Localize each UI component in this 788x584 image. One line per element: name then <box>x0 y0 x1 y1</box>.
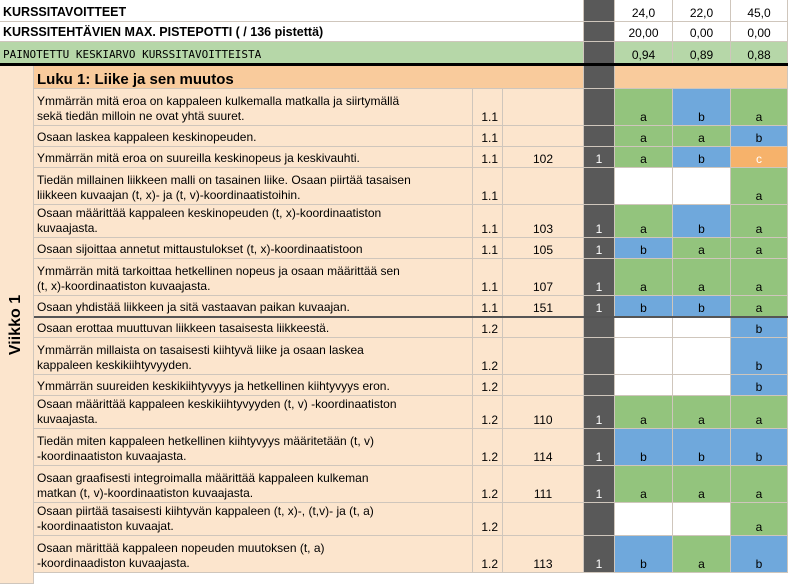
task-count[interactable]: 1 <box>584 238 615 259</box>
task-count[interactable] <box>584 317 615 338</box>
objective-description[interactable] <box>34 205 473 238</box>
objective-line: -koordinaatiston kuvaajat. <box>37 519 174 533</box>
section-number[interactable]: 1.1 <box>473 89 503 126</box>
week-label-text: Viikko 1 <box>7 294 25 355</box>
grade-cell[interactable]: a <box>731 205 788 238</box>
grade-cell[interactable] <box>615 503 673 536</box>
chapter-grade-header[interactable] <box>615 66 788 89</box>
task-count[interactable]: 1 <box>584 536 615 573</box>
header-row2-value[interactable]: 0,00 <box>731 22 788 42</box>
objective-line: Osaan märittää kappaleen nopeuden muutoksen (t, a) <box>37 541 325 555</box>
grade-cell[interactable]: c <box>731 147 788 168</box>
grade-cell[interactable] <box>615 338 673 375</box>
header-row3-spacer[interactable] <box>584 42 615 64</box>
grade-cell[interactable]: b <box>615 296 673 317</box>
objective-description[interactable] <box>34 126 473 147</box>
task-number[interactable] <box>503 338 584 375</box>
task-number[interactable]: 110 <box>503 396 584 429</box>
objective-line: Ymmärrän millaista on tasaisesti kiihtyvä liike ja osaan laskea <box>37 343 364 357</box>
task-number[interactable] <box>503 317 584 338</box>
grade-cell[interactable] <box>615 168 673 205</box>
objective-line: Ymmärrän mitä eroa on kappaleen kulkemalla matkalla ja siirtymällä <box>37 94 400 108</box>
task-number[interactable]: 114 <box>503 429 584 466</box>
task-count[interactable]: 1 <box>584 296 615 317</box>
grade-cell[interactable]: a <box>731 466 788 503</box>
header-row2-value[interactable]: 0,00 <box>673 22 731 42</box>
grade-cell[interactable] <box>673 503 731 536</box>
header-row1-label[interactable]: KURSSITAVOITTEET <box>0 0 584 22</box>
objective-line: liikkeen kuvaajan (t, x)- ja (t, v)-koordinaatistoihin. <box>37 188 301 202</box>
objective-line: -koordinaatiston kuvaajasta. <box>37 449 187 463</box>
objective-line: Osaan määrittää kappaleen keskikiihtyvyyden (t, v) -koordinaatiston <box>37 397 397 411</box>
header-row3-label[interactable]: PAINOTETTU KESKIARVO KURSSITAVOITTEISTA <box>0 42 584 64</box>
grade-cell[interactable]: b <box>673 205 731 238</box>
task-count[interactable] <box>584 503 615 536</box>
section-number[interactable]: 1.2 <box>473 503 503 536</box>
grade-cell[interactable] <box>615 317 673 338</box>
objective-description[interactable] <box>34 396 473 429</box>
objective-line: sekä tiedän milloin ne ovat yhtä suuret. <box>37 109 245 123</box>
objective-description[interactable] <box>34 429 473 466</box>
objective-line: -koordinaadiston kuvaajasta. <box>37 556 190 570</box>
task-number[interactable]: 113 <box>503 536 584 573</box>
task-count[interactable]: 1 <box>584 259 615 296</box>
grade-cell[interactable]: b <box>731 429 788 466</box>
section-number[interactable]: 1.1 <box>473 168 503 205</box>
grade-cell[interactable]: a <box>615 466 673 503</box>
header-row1-spacer[interactable] <box>584 0 615 22</box>
objective-description[interactable] <box>34 147 473 168</box>
chapter-title[interactable]: Luku 1: Liike ja sen muutos <box>34 66 584 89</box>
objective-line: Ymmärrän mitä eroa on suureilla keskinopeus ja keskivauhti. <box>37 151 360 165</box>
objective-line: Ymmärrän mitä tarkoittaa hetkellinen nopeus ja osaan määrittää sen <box>37 264 400 278</box>
objective-line: Osaan erottaa muuttuvan liikkeen tasaisesta liikkeestä. <box>37 321 330 335</box>
section-number[interactable]: 1.2 <box>473 375 503 396</box>
task-count[interactable]: 1 <box>584 396 615 429</box>
grade-cell[interactable]: b <box>731 126 788 147</box>
grade-cell[interactable]: a <box>615 259 673 296</box>
grade-cell[interactable]: a <box>673 238 731 259</box>
objective-line: Osaan määrittää kappaleen keskinopeuden (t, x)-koordinaatiston <box>37 206 382 220</box>
section-number[interactable]: 1.1 <box>473 259 503 296</box>
task-count[interactable]: 1 <box>584 429 615 466</box>
objective-line: kuvaajasta. <box>37 221 98 235</box>
section-number[interactable]: 1.2 <box>473 317 503 338</box>
grade-cell[interactable]: b <box>673 147 731 168</box>
header-row1-value[interactable]: 24,0 <box>615 0 673 22</box>
header-row3-value[interactable]: 0,94 <box>615 42 673 64</box>
objective-description[interactable] <box>34 466 473 503</box>
objective-description[interactable] <box>34 238 473 259</box>
task-number[interactable] <box>503 168 584 205</box>
grade-cell[interactable]: a <box>673 466 731 503</box>
grade-cell[interactable] <box>673 317 731 338</box>
grade-cell[interactable]: b <box>731 338 788 375</box>
grade-cell[interactable]: a <box>731 396 788 429</box>
grade-cell[interactable]: b <box>615 429 673 466</box>
grade-cell[interactable] <box>673 168 731 205</box>
task-count[interactable] <box>584 126 615 147</box>
grade-cell[interactable]: a <box>731 296 788 317</box>
objective-description[interactable] <box>34 259 473 296</box>
objective-line: Osaan piirtää tasaisesti kiihtyvän kappaleen (t, x)-, (t,v)- ja (t, a) <box>37 504 374 518</box>
header-row3-value[interactable]: 0,88 <box>731 42 788 64</box>
objective-line: kappaleen keskikiihtyvyyden. <box>37 358 192 372</box>
header-row1-value[interactable]: 22,0 <box>673 0 731 22</box>
task-number[interactable] <box>503 126 584 147</box>
grade-cell[interactable]: a <box>615 89 673 126</box>
task-number[interactable]: 151 <box>503 296 584 317</box>
section-number[interactable]: 1.1 <box>473 205 503 238</box>
section-divider <box>34 316 788 318</box>
grade-cell[interactable]: a <box>673 126 731 147</box>
grade-cell[interactable] <box>673 338 731 375</box>
objective-line: Osaan laskea kappaleen keskinopeuden. <box>37 130 257 144</box>
grade-cell[interactable]: b <box>673 89 731 126</box>
section-number[interactable]: 1.2 <box>473 396 503 429</box>
grade-cell[interactable]: b <box>731 317 788 338</box>
week-label[interactable] <box>0 66 34 584</box>
objective-description[interactable] <box>34 89 473 126</box>
task-number[interactable]: 103 <box>503 205 584 238</box>
section-number[interactable]: 1.2 <box>473 429 503 466</box>
grade-cell[interactable]: b <box>731 536 788 573</box>
header-row2-label[interactable]: KURSSITEHTÄVIEN MAX. PISTEPOTTI ( / 136 pistettä) <box>0 22 584 42</box>
objective-description[interactable] <box>34 375 473 396</box>
objective-line: kuvaajasta. <box>37 412 98 426</box>
section-number[interactable]: 1.1 <box>473 126 503 147</box>
section-number[interactable]: 1.2 <box>473 338 503 375</box>
grade-cell[interactable]: a <box>731 89 788 126</box>
grade-cell[interactable]: a <box>615 147 673 168</box>
section-number[interactable]: 1.1 <box>473 147 503 168</box>
objective-line: Osaan yhdistää liikkeen ja sitä vastaavan paikan kuvaajan. <box>37 300 350 314</box>
task-count[interactable]: 1 <box>584 205 615 238</box>
grade-cell[interactable]: a <box>615 126 673 147</box>
grade-cell[interactable]: b <box>615 536 673 573</box>
grade-cell[interactable]: a <box>731 168 788 205</box>
objective-line: matkan (t, v)-koordinaatiston kuvaajasta. <box>37 486 254 500</box>
header-row1-value[interactable]: 45,0 <box>731 0 788 22</box>
objective-description[interactable] <box>34 296 473 317</box>
task-count[interactable] <box>584 89 615 126</box>
section-number[interactable]: 1.1 <box>473 296 503 317</box>
grade-cell[interactable]: a <box>615 396 673 429</box>
objective-line: Ymmärrän suureiden keskikiihtyvyys ja hetkellinen kiihtyvyys eron. <box>37 379 390 393</box>
grade-cell[interactable]: b <box>615 238 673 259</box>
task-number[interactable]: 102 <box>503 147 584 168</box>
objective-description[interactable] <box>34 338 473 375</box>
task-count[interactable] <box>584 375 615 396</box>
task-count[interactable]: 1 <box>584 466 615 503</box>
objective-description[interactable] <box>34 168 473 205</box>
grade-cell[interactable]: b <box>731 375 788 396</box>
grade-cell[interactable]: b <box>673 296 731 317</box>
task-count[interactable] <box>584 168 615 205</box>
grade-cell[interactable] <box>673 375 731 396</box>
header-row2-value[interactable]: 20,00 <box>615 22 673 42</box>
grade-cell[interactable]: a <box>731 238 788 259</box>
grade-cell[interactable]: a <box>731 259 788 296</box>
header-row2-spacer[interactable] <box>584 22 615 42</box>
chapter-spacer[interactable] <box>584 66 615 89</box>
grade-cell[interactable]: a <box>731 503 788 536</box>
grade-cell[interactable]: a <box>673 396 731 429</box>
grade-cell[interactable]: b <box>673 429 731 466</box>
objective-line: (t, x)-koordinaatiston kuvaajasta. <box>37 279 211 293</box>
task-count[interactable]: 1 <box>584 147 615 168</box>
objective-description[interactable] <box>34 536 473 573</box>
objective-description[interactable] <box>34 317 473 338</box>
grade-cell[interactable]: a <box>673 259 731 296</box>
section-number[interactable]: 1.1 <box>473 238 503 259</box>
section-number[interactable]: 1.2 <box>473 466 503 503</box>
grade-cell[interactable]: a <box>673 536 731 573</box>
objective-description[interactable] <box>34 503 473 536</box>
grade-cell[interactable]: a <box>615 205 673 238</box>
task-number[interactable]: 107 <box>503 259 584 296</box>
header-row3-value[interactable]: 0,89 <box>673 42 731 64</box>
task-number[interactable] <box>503 375 584 396</box>
task-number[interactable] <box>503 503 584 536</box>
objective-line: Osaan graafisesti integroimalla määrittää kappaleen kulkeman <box>37 471 369 485</box>
section-number[interactable]: 1.2 <box>473 536 503 573</box>
objective-line: Tiedän millainen liikkeen malli on tasainen liike. Osaan piirtää tasaisen <box>37 173 411 187</box>
task-count[interactable] <box>584 338 615 375</box>
task-number[interactable] <box>503 89 584 126</box>
task-number[interactable]: 111 <box>503 466 584 503</box>
objective-line: Osaan sijoittaa annetut mittaustulokset (t, x)-koordinaatistoon <box>37 242 363 256</box>
grade-cell[interactable] <box>615 375 673 396</box>
task-number[interactable]: 105 <box>503 238 584 259</box>
objective-line: Tiedän miten kappaleen hetkellinen kiihtyvyys määritetään (t, v) <box>37 434 375 448</box>
